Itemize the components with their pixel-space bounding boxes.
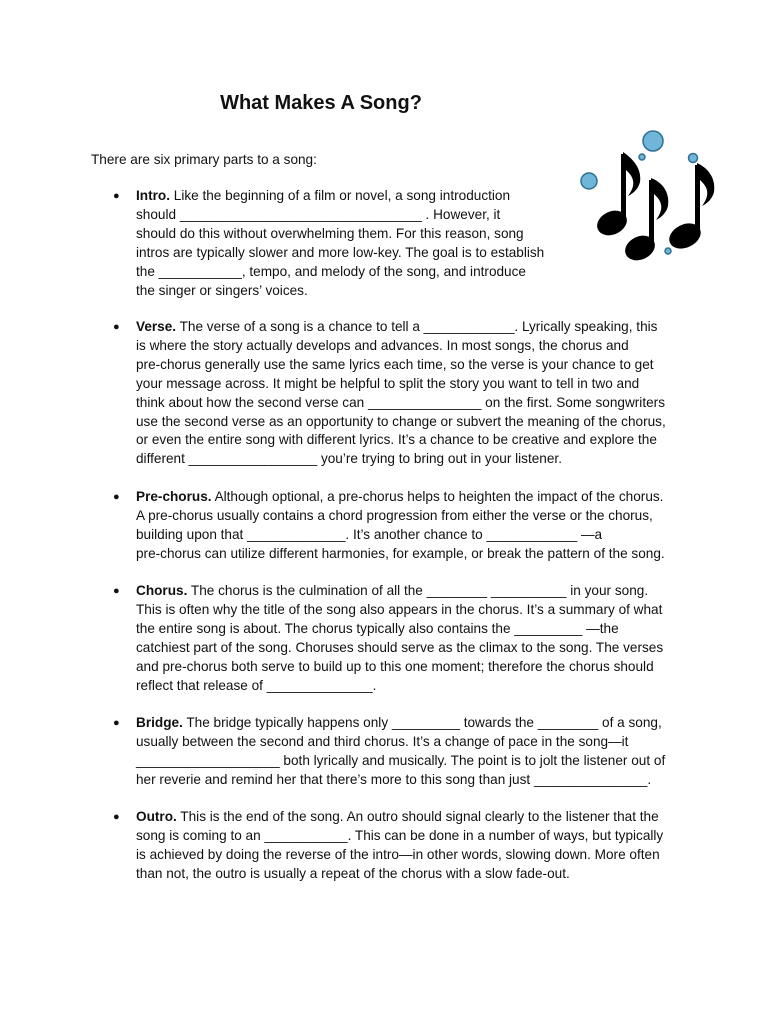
section-chorus	[113, 582, 676, 695]
section-first-line: Bridge. The bridge typically happens only _________ towards the ________ of a song,	[136, 715, 662, 730]
section-line: than not, the outro is usually a repeat of the chorus with a slow fade-out.	[136, 865, 570, 881]
section-first-line: Verse. The verse of a song is a chance to tell a ____________. Lyrically speaking, this	[136, 319, 658, 334]
section-line: use the second verse as an opportunity to change or subvert the meaning of the chorus,	[136, 413, 666, 429]
section-line: ___________________ both lyrically and musically. The point is to jolt the listener out of	[136, 752, 666, 768]
bullet-icon: ●	[113, 491, 120, 503]
section-first-line: Chorus. The chorus is the culmination of all the ________ __________ in your song.	[136, 583, 649, 598]
bullet-icon: ●	[113, 811, 120, 823]
section-heading: Intro.	[136, 188, 170, 203]
bullet-icon: ●	[113, 321, 120, 333]
section-pre-chorus	[113, 488, 676, 564]
section-line: pre-chorus can utilize different harmonies, for example, or break the pattern of the song.	[136, 545, 665, 561]
section-heading: Bridge.	[136, 715, 183, 730]
section-line: think about how the second verse can _______________ on the first. Some songwriters	[136, 394, 665, 410]
section-first-line: Pre-chorus. Although optional, a pre-chorus helps to heighten the impact of the chorus.	[136, 489, 664, 504]
section-line: the singer or singers’ voices.	[136, 282, 308, 298]
page-title: What Makes A Song?	[220, 92, 422, 114]
section-heading: Outro.	[136, 809, 177, 824]
section-line: the entire song is about. The chorus typically also contains the _________ —the	[136, 620, 619, 636]
section-heading: Chorus.	[136, 583, 188, 598]
section-line: the ___________, tempo, and melody of the song, and introduce	[136, 263, 526, 279]
section-line: reflect that release of ______________.	[136, 677, 377, 693]
intro-text: There are six primary parts to a song:	[91, 152, 317, 167]
section-first-line: Intro. Like the beginning of a film or novel, a song introduction	[136, 188, 511, 203]
section-line: intros are typically slower and more low-key. The goal is to establish	[136, 244, 545, 260]
section-line: This is often why the title of the song also appears in the chorus. It’s a summary of what	[136, 601, 663, 617]
section-line: song is coming to an ___________. This can be done in a number of ways, but typically	[136, 827, 664, 843]
section-line: should ________________________________ . However, it	[136, 206, 501, 222]
section-line: A pre-chorus usually contains a chord progression from either the verse or the chorus,	[136, 507, 653, 523]
section-line: and pre-chorus both serve to build up to this one moment; therefore the chorus should	[136, 658, 654, 674]
section-line: usually between the second and third chorus. It’s a change of pace in the song—it	[136, 733, 629, 749]
section-line: is achieved by doing the reverse of the intro—in other words, slowing down. More often	[136, 846, 660, 862]
section-line: pre-chorus generally use the same lyrics each time, so the verse is your chance to get	[136, 356, 654, 372]
section-first-line: Outro. This is the end of the song. An outro should signal clearly to the listener that the	[136, 809, 659, 824]
section-line: is where the story actually develops and advances. In most songs, the chorus and	[136, 337, 629, 353]
section-line: her reverie and remind her that there’s more to this song than just _______________.	[136, 771, 652, 787]
bullet-icon: ●	[113, 717, 120, 729]
section-line: should do this without overwhelming them. For this reason, song	[136, 225, 524, 241]
section-line: building upon that _____________. It’s another chance to ____________ —a	[136, 526, 603, 542]
bullet-icon: ●	[113, 190, 120, 202]
section-line: your message across. It might be helpful to split the story you want to tell in two and	[136, 375, 640, 391]
section-line: catchiest part of the song. Choruses should serve as the climax to the song. The verses	[136, 639, 664, 655]
section-line: or even the entire song with different lyrics. It’s a chance to be creative and explore the	[136, 432, 657, 448]
section-outro	[113, 808, 676, 884]
section-heading: Pre-chorus.	[136, 489, 212, 504]
section-bridge	[113, 714, 676, 790]
section-line: different _________________ you’re trying to bring out in your listener.	[136, 451, 562, 467]
section-intro	[113, 187, 676, 300]
bullet-icon: ●	[113, 585, 120, 597]
section-heading: Verse.	[136, 319, 177, 334]
section-verse	[113, 318, 676, 469]
